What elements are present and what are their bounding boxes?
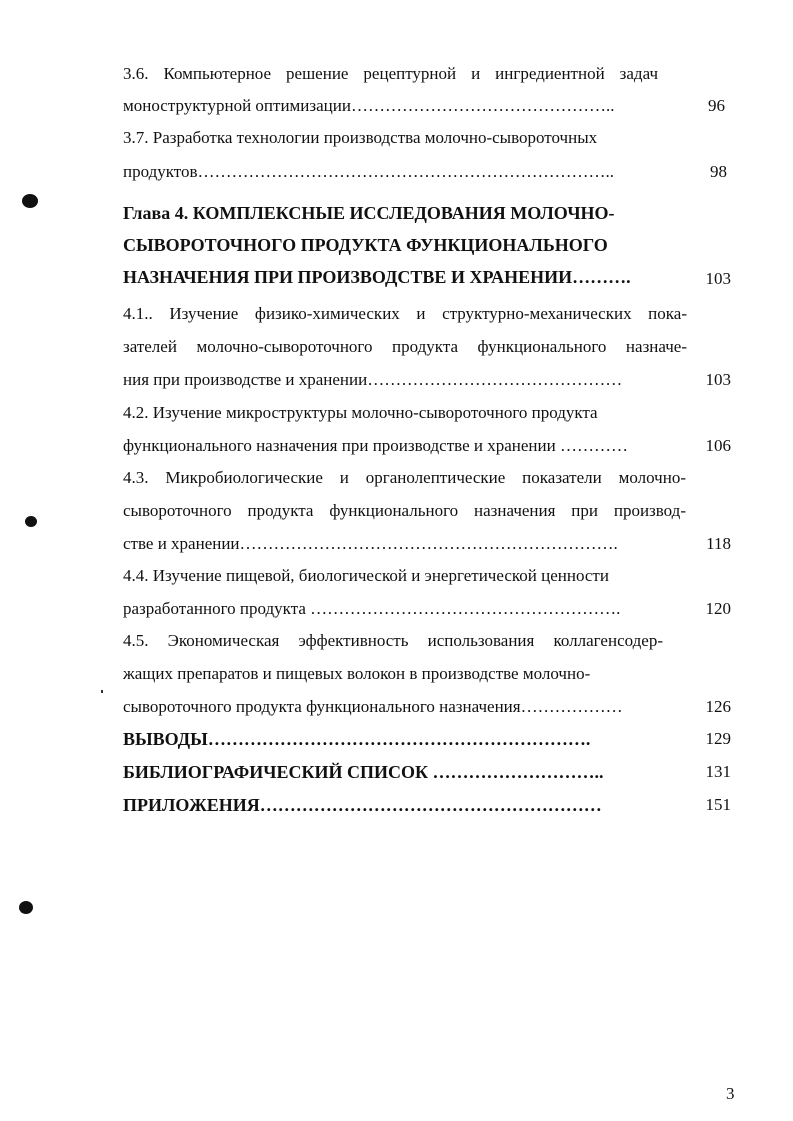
toc-entry-4-4-line-2 — [123, 599, 731, 619]
toc-entry-4-1-line-3 — [123, 370, 731, 390]
punch-hole-mark — [22, 194, 38, 208]
toc-conclusions — [123, 729, 731, 749]
toc-entry-4-5-line-1: 4.5. Экономическая эффективность использования коллагенсодер- — [123, 631, 663, 650]
toc-entry-4-1-line-2: зателей молочно-сывороточного продукта функционального назначе- — [123, 337, 687, 356]
toc-entry-4-3-line-3 — [123, 534, 731, 554]
toc-chapter-4-line-1: Глава 4. КОМПЛЕКСНЫЕ ИССЛЕДОВАНИЯ МОЛОЧНО- — [123, 203, 615, 223]
toc-entry-3-6-title: моноструктурной оптимизации……………………………………….. — [123, 96, 615, 115]
toc-entry-4-3-line-1: 4.3. Микробиологические и органолептические показатели молочно- — [123, 468, 686, 487]
toc-entry-4-3-page: 118 — [706, 534, 731, 553]
toc-entry-4-2-title: функционального назначения при производстве и хранении ………… — [123, 436, 628, 455]
toc-appendices-title: ПРИЛОЖЕНИЯ………………………………………………… — [123, 795, 602, 815]
toc-entry-4-2-line-1: 4.2. Изучение микроструктуры молочно-сывороточного продукта — [123, 403, 598, 422]
toc-entry-4-5-title: сывороточного продукта функционального назначения……………… — [123, 697, 623, 716]
toc-entry-3-6-page: 96 — [708, 96, 725, 115]
toc-conclusions-page: 129 — [705, 729, 731, 748]
toc-appendices-page: 151 — [705, 795, 731, 814]
toc-appendices — [123, 795, 731, 815]
toc-entry-4-5-line-2: жащих препаратов и пищевых волокон в производстве молочно- — [123, 664, 591, 683]
toc-entry-3-7-title: продуктов……………………………………………………………….. — [123, 162, 615, 181]
toc-entry-3-6-line-2 — [123, 96, 731, 116]
toc-entry-4-1-line-1: 4.1.. Изучение физико-химических и структурно-механических пока- — [123, 304, 687, 323]
toc-entry-4-3-line-2: сывороточного продукта функционального назначения при производ- — [123, 501, 686, 520]
toc-entry-4-2-page: 106 — [705, 436, 731, 455]
punch-hole-mark — [19, 901, 33, 914]
toc-entry-4-1-page: 103 — [705, 370, 731, 389]
toc-entry-4-3-title: стве и хранении…………………………………………………………. — [123, 534, 618, 553]
toc-entry-3-6-line-1: 3.6. Компьютерное решение рецептурной и ингредиентной задач — [123, 64, 658, 83]
toc-entry-3-7-line-1: 3.7. Разработка технологии производства молочно-сывороточных — [123, 128, 598, 147]
toc-bibliography-page: 131 — [705, 762, 731, 781]
punch-hole-mark — [25, 516, 37, 527]
toc-entry-4-4-title: разработанного продукта ………………………………………………. — [123, 599, 621, 618]
page-number: 3 — [726, 1084, 735, 1103]
toc-entry-4-4-line-1: 4.4. Изучение пищевой, биологической и энергетической ценности — [123, 566, 609, 585]
toc-bibliography — [123, 762, 731, 782]
toc-chapter-4-line-2: СЫВОРОТОЧНОГО ПРОДУКТА ФУНКЦИОНАЛЬНОГО — [123, 235, 608, 255]
toc-entry-4-5-line-3 — [123, 697, 731, 717]
toc-entry-4-1-title: ния при производстве и хранении……………………………………… — [123, 370, 623, 389]
toc-chapter-4-line-3 — [123, 267, 731, 287]
scan-speck — [101, 690, 103, 693]
toc-entry-3-7-page: 98 — [710, 162, 727, 181]
toc-entry-4-2-line-2 — [123, 436, 731, 456]
toc-conclusions-title: ВЫВОДЫ………………………………………………………. — [123, 729, 591, 749]
toc-chapter-4-title: НАЗНАЧЕНИЯ ПРИ ПРОИЗВОДСТВЕ И ХРАНЕНИИ………. — [123, 267, 631, 287]
toc-entry-4-4-page: 120 — [705, 599, 731, 618]
toc-chapter-4-page: 103 — [705, 269, 731, 288]
toc-entry-4-5-page: 126 — [705, 697, 731, 716]
toc-entry-3-7-line-2 — [123, 162, 731, 182]
toc-bibliography-title: БИБЛИОГРАФИЧЕСКИЙ СПИСОК ……………………….. — [123, 762, 604, 782]
